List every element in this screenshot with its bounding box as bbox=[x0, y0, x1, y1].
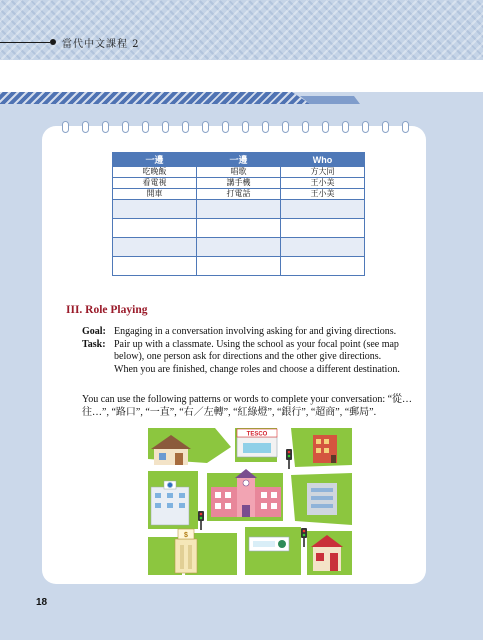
convenience-store-icon bbox=[249, 537, 289, 551]
binder-ring bbox=[102, 121, 109, 133]
table-header-row bbox=[113, 153, 365, 167]
table-cell: 吃晚飯 bbox=[113, 167, 197, 178]
task-label: Task: bbox=[82, 338, 106, 350]
binder-ring bbox=[182, 121, 189, 133]
table-row bbox=[113, 178, 365, 189]
table-row-empty bbox=[113, 200, 365, 219]
task-text-line: When you are finished, change roles and choose a different destination. bbox=[114, 363, 400, 375]
binder-ring bbox=[202, 121, 209, 133]
binder-ring bbox=[242, 121, 249, 133]
binder-ring bbox=[142, 121, 149, 133]
binder-ring bbox=[322, 121, 329, 133]
empty-cell bbox=[197, 200, 281, 219]
column-header: 一邊 bbox=[113, 153, 197, 167]
patterns-intro-line: You can use the following patterns or words to complete your conversation: “從… bbox=[82, 394, 413, 405]
empty-cell bbox=[281, 257, 365, 276]
decorative-stripe-tail bbox=[300, 96, 360, 104]
header-bullet bbox=[50, 39, 56, 45]
store-icon bbox=[237, 429, 277, 457]
table-cell: 王小美 bbox=[281, 178, 365, 189]
empty-cell bbox=[197, 219, 281, 238]
empty-cell bbox=[281, 200, 365, 219]
table-cell: 唱歌 bbox=[197, 167, 281, 178]
column-header: Who bbox=[281, 153, 365, 167]
header-white-band bbox=[0, 60, 483, 92]
decorative-stripe bbox=[0, 92, 310, 104]
task-text-line: Pair up with a classmate. Using the school as your focal point (see map bbox=[114, 338, 399, 350]
empty-cell bbox=[197, 238, 281, 257]
table-cell: 打電話 bbox=[197, 189, 281, 200]
table-row-empty bbox=[113, 219, 365, 238]
bank-sign: $ bbox=[184, 532, 188, 539]
binder-ring bbox=[162, 121, 169, 133]
patterns-intro-line: 往…”, “路口”, “一直”, “右／左轉”, “紅綠燈”, “銀行”, “超商”, “郵局”. bbox=[82, 407, 377, 418]
binder-ring bbox=[262, 121, 269, 133]
brick-building-icon bbox=[313, 435, 337, 463]
binder-ring bbox=[302, 121, 309, 133]
table-cell: 王小美 bbox=[281, 189, 365, 200]
table-cell: 看電視 bbox=[113, 178, 197, 189]
top-pattern-band bbox=[0, 0, 483, 60]
goal-text: Engaging in a conversation involving asking for and giving directions. bbox=[114, 326, 397, 337]
empty-cell bbox=[281, 219, 365, 238]
binder-ring bbox=[222, 121, 229, 133]
town-map bbox=[145, 425, 355, 577]
binder-ring bbox=[62, 121, 69, 133]
section-title: III. Role Playing bbox=[66, 304, 148, 316]
binder-ring bbox=[342, 121, 349, 133]
table-cell: 方大同 bbox=[281, 167, 365, 178]
office-building-icon bbox=[307, 483, 337, 515]
empty-cell bbox=[113, 257, 197, 276]
store-sign: TESCO bbox=[246, 431, 268, 438]
binder-ring bbox=[362, 121, 369, 133]
goal-label: Goal: bbox=[82, 326, 106, 337]
binder-ring bbox=[402, 121, 409, 133]
column-header: 一邊 bbox=[197, 153, 281, 167]
page-number: 18 bbox=[36, 597, 48, 608]
activity-table bbox=[112, 152, 365, 276]
empty-cell bbox=[197, 257, 281, 276]
table-cell: 講手機 bbox=[197, 178, 281, 189]
running-header-title: 當代中文課程 2 bbox=[62, 39, 140, 50]
hospital-icon bbox=[151, 481, 189, 525]
table-row bbox=[113, 189, 365, 200]
patterns-intro bbox=[82, 393, 417, 419]
binder-ring bbox=[122, 121, 129, 133]
binder-ring bbox=[282, 121, 289, 133]
table-row-empty bbox=[113, 257, 365, 276]
empty-cell bbox=[113, 200, 197, 219]
table-row bbox=[113, 167, 365, 178]
table-row-empty bbox=[113, 238, 365, 257]
empty-cell bbox=[113, 219, 197, 238]
empty-cell bbox=[113, 238, 197, 257]
binder-ring bbox=[82, 121, 89, 133]
table-cell: 開車 bbox=[113, 189, 197, 200]
task-text-line: below), one person ask for directions and the other give directions. bbox=[114, 351, 382, 363]
binder-ring bbox=[382, 121, 389, 133]
bank-icon bbox=[175, 529, 197, 573]
header-rule bbox=[0, 42, 50, 43]
empty-cell bbox=[281, 238, 365, 257]
